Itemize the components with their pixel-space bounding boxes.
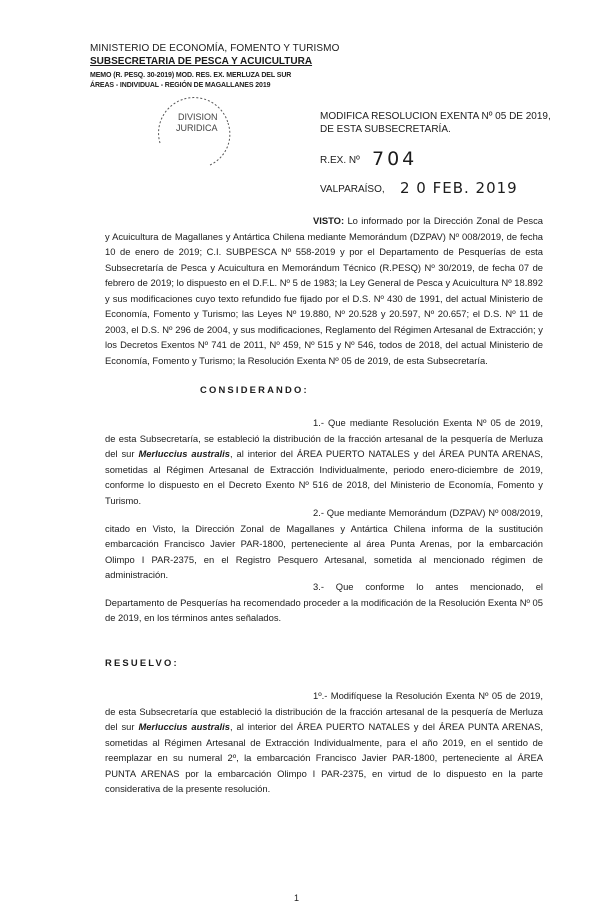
considerando-paragraph-2 [105, 505, 543, 583]
place-label: VALPARAÍSO, [320, 184, 385, 195]
considerando-heading: CONSIDERANDO: [200, 384, 309, 395]
considerando-paragraph-3 [105, 579, 543, 626]
rex-label: R.EX. Nº [320, 155, 360, 166]
resuelvo-1-species: Merluccius australis [138, 721, 230, 732]
division-juridica-stamp [150, 93, 238, 173]
considerando-1-text-a: 1.- Que mediante Resolución Exenta Nº 05 de 2019, de esta Subsecretaría, se estableció la distribución de la fracción artesanal de la pesquería de Merluza del sur [105, 417, 543, 459]
rex-number: 704 [372, 148, 418, 170]
resuelvo-paragraph-1 [105, 688, 543, 797]
subsecretaria-header: SUBSECRETARIA DE PESCA Y ACUICULTURA [90, 56, 313, 67]
resuelvo-1-text-a: 1º.- Modifíquese la Resolución Exenta Nº 05 de 2019, de esta Subsecretaría que estableció la distribución de la fracción artesanal de la pesquería de Merluza del sur [105, 690, 543, 732]
considerando-1-text-b: , al interior del ÁREA PUERTO NATALES y del ÁREA PUNTA ARENAS, sometidas al Régimen Artesanal de Extracción Individualmente, periodo enero-diciembre de 2019, conforme lo dispuesto en el Decreto Exento Nº 516 de 2018, del Ministerio de Economía, Fomento y Turismo. [105, 448, 544, 506]
resuelvo-1-text-b: , al interior del ÁREA PUERTO NATALES y del ÁREA PUNTA ARENAS, sometidas al Régimen Artesanal de Extracción Individualmente, para el año 2019, en el sentido de reemplazar en su numeral 2º, la embarcación Francisco Javier PAR-1800, perteneciente al ÁREA PUNTA ARENAS por la embarcación Olimpo I PAR-2375, en virtud de lo dispuesto en la parte considerativa de la presente resolución. [105, 721, 544, 794]
stamp-line-2: JURIDICA [176, 123, 218, 133]
memo-reference-line-2: ÁREAS - INDIVIDUAL - REGIÓN DE MAGALLANES 2019 [90, 82, 271, 89]
considerando-3-text: 3.- Que conforme lo antes mencionado, el Departamento de Pesquerías ha recomendado proceder a la modificación de la Resolución Exenta Nº 05 de 2019, en los términos antes señalados. [105, 581, 543, 623]
resolution-title: MODIFICA RESOLUCION EXENTA Nº 05 DE 2019, DE ESTA SUBSECRETARÍA. [320, 111, 551, 135]
ministry-header: MINISTERIO DE ECONOMÍA, FOMENTO Y TURISMO [90, 43, 340, 54]
stamp-line-1: DIVISION [178, 112, 218, 122]
considerando-1-species: Merluccius australis [138, 448, 230, 459]
resuelvo-heading: RESUELVO: [105, 657, 179, 668]
resolution-date: 2 0 FEB. 2019 [400, 179, 518, 197]
memo-reference-line-1: MEMO (R. PESQ. 30-2019) MOD. RES. EX. MERLUZA DEL SUR [90, 72, 292, 79]
visto-text: Lo informado por la Dirección Zonal de Pesca y Acuicultura de Magallanes y Antártica Chilena mediante Memorándum (DZPAV) Nº 008/2019, de fecha 10 de enero de 2019; C.I. SUBPESCA Nº 558-2019 y por el Departamento de Pesquerías de esta Subsecretaría de Pesca y Acuicultura en Memorándum Técnico (R.PESQ) Nº 30/2019, de fecha 07 de febrero de 2019; lo dispuesto en el D.F.L. Nº 5 de 1983; la Ley General de Pesca y Acuicultura Nº 18.892 y sus modificaciones cuyo texto refundido fue fijado por el D.S. Nº 430 de 1991, del actual Ministerio de Economía, Fomento y Turismo; las Leyes Nº 19.880, Nº 20.528 y 20.597, Nº 20.657; el D.S. Nº 11 de 2003, el D.S. Nº 296 de 2004, y sus modificaciones, Reglamento del Régimen Artesanal de Extracción; y los Decretos Exentos Nº 741 de 2011, Nº 459, Nº 515 y Nº 546, todos de 2018, del actual Ministerio de Economía, Fomento y Turismo; la Resolución Exenta Nº 05 de 2019, de esta Subsecretaría. [105, 215, 543, 366]
visto-paragraph [105, 213, 543, 368]
considerando-2-text: 2.- Que mediante Memorándum (DZPAV) Nº 008/2019, citado en Visto, la Dirección Zonal de Magallanes y Antártica Chilena informa de la sustitución embarcación Francisco Javier PAR-1800, perteneciente al área Punta Arenas, por la embarcación Olimpo I PAR-2375, en el Registro Pesquero Artesanal, sometida al mencionado régimen de administración. [105, 507, 543, 580]
visto-label: VISTO: [313, 215, 345, 226]
page-number: 1 [294, 893, 300, 903]
considerando-paragraph-1 [105, 415, 543, 508]
